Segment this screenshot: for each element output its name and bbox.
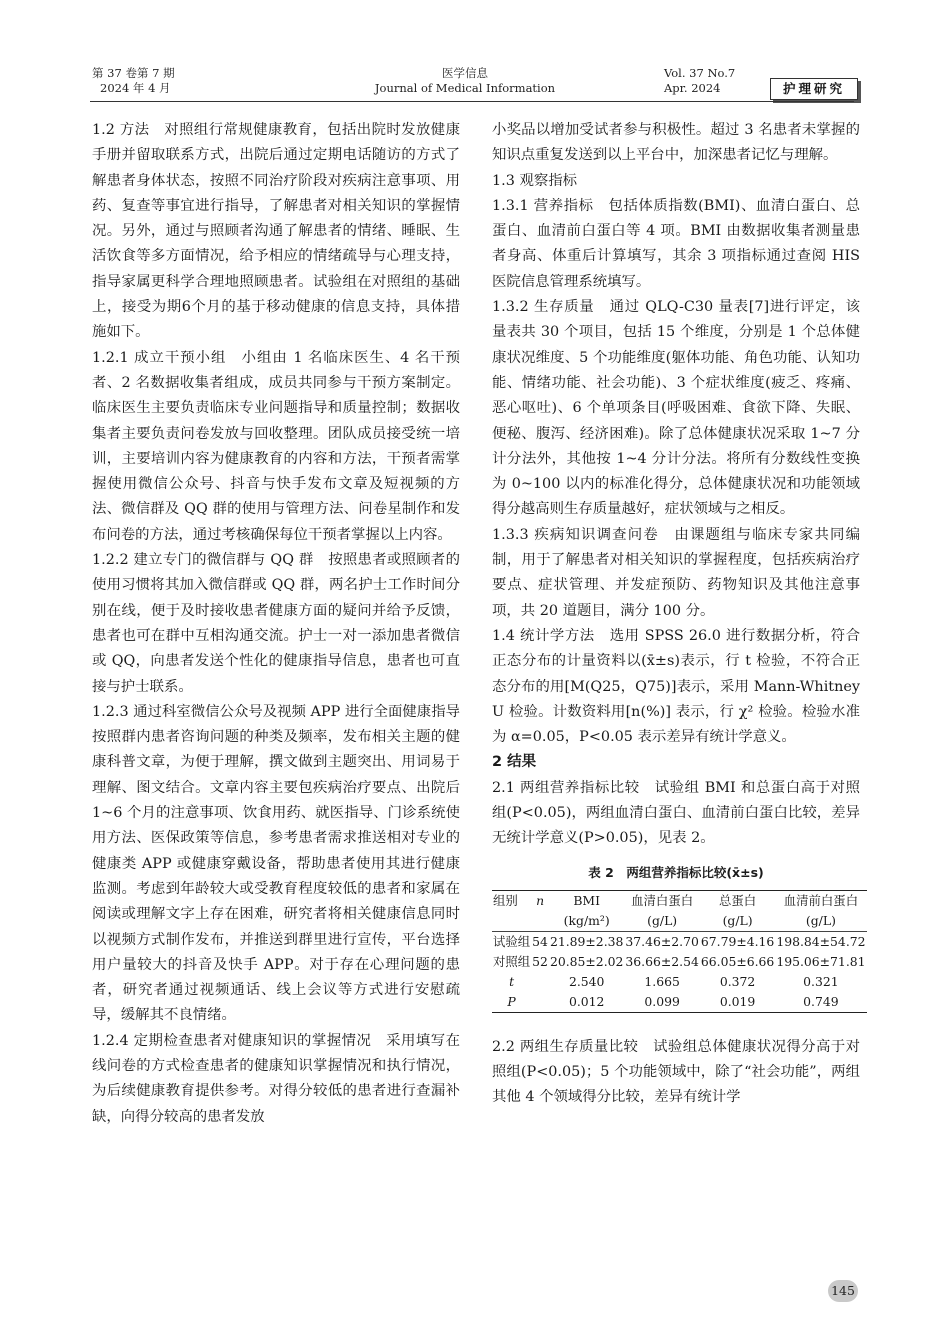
table-header-cell: 总蛋白 <box>719 892 757 908</box>
paragraph: 小奖品以增加受试者参与积极性。超过 3 名患者未掌握的知识点重复发送到以上平台中，加深患者记忆与理解。 <box>492 122 860 164</box>
journal-issue <box>92 66 175 96</box>
page-number: 145 <box>828 1280 858 1302</box>
table-unit-cell <box>531 911 549 932</box>
table-body <box>492 931 867 1012</box>
right-column <box>492 118 866 1111</box>
table-cell: 21.89±2.38 <box>549 933 624 949</box>
table-cell: 52 <box>532 953 548 969</box>
volume-issue-en: Vol. 37 No.7 <box>664 66 736 80</box>
issue-date-en: Apr. 2024 <box>664 81 721 95</box>
paragraph: 2.1 两组营养指标比较 试验组 BMI 和总蛋白高于对照组(P<0.05)，两组血清白蛋白、血清前白蛋白比较，差异无统计学意义(P>0.05)，见表 2。 <box>492 779 860 847</box>
table-cell: 0.099 <box>644 993 680 1009</box>
table-cell: 54 <box>532 933 548 949</box>
table-unit-cell: (g/L) <box>624 911 699 932</box>
left-column <box>92 118 475 1130</box>
table-cell: P <box>507 993 516 1009</box>
journal-name-en: Journal of Medical Information <box>374 81 556 95</box>
issue-date: 2024 年 4 月 <box>100 81 171 95</box>
table-header-cell: 血清前白蛋白 <box>783 892 859 908</box>
table-cell: 2.540 <box>568 973 605 989</box>
table-cell: 0.321 <box>803 973 839 989</box>
right-column-top <box>492 118 860 852</box>
section-heading: 2 结果 <box>492 754 537 771</box>
paragraph: 1.4 统计学方法 选用 SPSS 26.0 进行数据分析，符合正态分布的计量资料以(x̄±s)表示，行 t 检验，不符合正态分布的用[M(Q25，Q75)]表示，采用 Mann-Whitney U 检验。计数资料用[n(%)] 表示，行 χ² 检验。检验水准为 α=0.05，P<0.05 表示差异有统计学意义。 <box>492 627 860 746</box>
table-units-row <box>492 911 867 932</box>
table-unit-cell: (kg/m²) <box>549 911 624 932</box>
table-header-cell: 组别 <box>493 892 518 908</box>
table-unit-cell: (g/L) <box>700 911 775 932</box>
paragraph: 1.3.1 营养指标 包括体质指数(BMI)、血清白蛋白、总蛋白、血清前白蛋白等 4 项。BMI 由数据收集者测量患者身高、体重后计算填写，其余 3 项指标通过查阅 HIS 医院信息管理系统填写。 <box>492 197 860 290</box>
paragraph: 1.3 观察指标 <box>492 172 578 189</box>
table-cell: 0.019 <box>719 993 756 1009</box>
nutrition-table <box>492 890 867 1013</box>
table-cell <box>531 992 549 1013</box>
table-cell: 试验组 <box>493 933 531 949</box>
table-cell: 20.85±2.02 <box>549 953 624 969</box>
table-unit-cell: (g/L) <box>775 911 866 932</box>
journal-issue-en <box>664 66 735 96</box>
table-cell: 对照组 <box>493 953 531 969</box>
paragraph: 1.2.3 通过科室微信公众号及视频 APP 进行全面健康指导 按照群内患者咨询问题的种类及频率，发布相关主题的健康科普文章，为便于理解，撰文做到主题突出、用词易于理解、图文结合。文章内容主要包疾病治疗要点、出院后 1~6 个月的注意事项、饮食用药、就医指导、门诊系统使用方法、医保政策等信息，参考患者需求推送相对专业的健康类 APP 或健康穿戴设备，帮助患者使用其进行健康监测。考虑到年龄较大或受教育程度较低的患者和家属在阅读或理解文字上存在困难，研究者将相关健康信息同时以视频方式制作发布，并推送到群里进行宣传，平台选择用户量较大的抖音及快手 APP。对于存在心理问题的患者，研究者通过视频通话、线上会议等方式进行安慰疏导，缓解其不良情绪。 <box>92 703 475 1024</box>
paragraph: 1.2.4 定期检查患者对健康知识的掌握情况 采用填写在线问卷的方式检查患者的健康知识掌握情况和执行情况，为后续健康教育提供参考。对得分较低的患者进行查漏补缺，向得分较高的患者发放 <box>92 1032 460 1125</box>
table-cell: 37.46±2.70 <box>625 933 699 949</box>
paragraph: 1.2.1 成立干预小组 小组由 1 名临床医生、4 名干预者、2 名数据收集者组成，成员共同参与干预方案制定。临床医生主要负责临床专业问题指导和质量控制；数据收集者主要负责问卷发放与回收整理。团队成员接受统一培训，主要培训内容为健康教育的内容和方法，干预者需掌握使用微信公众号、抖音与快手发布文章及短视频的方法、微信群及 QQ 群的使用与管理方法、问卷星制作和发布问卷的方法，通过考核确保每位干预者掌握以上内容。 <box>92 349 460 543</box>
table-row <box>492 952 867 972</box>
table-header-cell: n <box>536 892 545 908</box>
table-cell: 195.06±71.81 <box>776 953 866 969</box>
table-cell: 0.372 <box>719 973 756 989</box>
journal-name <box>340 66 590 96</box>
table-cell: 198.84±54.72 <box>776 933 866 949</box>
paragraph: 1.2 方法 对照组行常规健康教育，包括出院时发放健康手册并留取联系方式，出院后通过定期电话随访的方式了解患者身体状态，按照不同治疗阶段对疾病注意事项、用药、复查等事宜进行指导，了解患者对相关知识的掌握情况。另外，通过与照顾者沟通了解患者的情绪、睡眠、生活饮食等多方面情况，给予相应的情绪疏导与心理支持，指导家属更科学合理地照顾患者。试验组在对照组的基础上，接受为期6个月的基于移动健康的信息支持，具体措施如下。 <box>92 122 460 341</box>
right-column-bottom <box>492 1035 860 1111</box>
table-header-cell: 血清白蛋白 <box>631 892 694 908</box>
table-unit-cell <box>492 911 531 932</box>
table-cell: 36.66±2.54 <box>625 953 699 969</box>
table-row <box>492 992 867 1013</box>
table-cell: t <box>509 973 515 989</box>
table-title: 表 2 两组营养指标比较(x̄±s) <box>588 864 764 880</box>
table-cell: 66.05±6.66 <box>700 953 775 969</box>
paragraph: 1.3.2 生存质量 通过 QLQ-C30 量表[7]进行评定，该量表共 30 个项目，包括 15 个维度，分别是 1 个总体健康状况维度、5 个功能维度(躯体功能、角色功能、认知功能、情绪功能、社会功能)、3 个症状维度(疲乏、疼痛、恶心呕吐)、6 个单项条目(呼吸困难、食欲下降、失眠、便秘、腹泻、经济困难)。除了总体健康状况采取 1~7 分计分法外，其他按 1~4 分计分法。将所有分数线性变换为 0~100 以内的标准化得分，总体健康状况和功能领域得分越高则生存质量越好，症状领域与之相反。 <box>492 299 860 518</box>
paragraph: 2.2 两组生存质量比较 试验组总体健康状况得分高于对照组(P<0.05)；5 个功能领域中，除了“社会功能”，两组其他 4 个领域得分比较，差异有统计学 <box>492 1038 860 1106</box>
table-row <box>492 931 867 952</box>
table-row <box>492 972 867 992</box>
journal-name-cn: 医学信息 <box>442 66 488 80</box>
volume-issue: 第 37 卷第 7 期 <box>92 66 175 80</box>
header-rule <box>90 101 854 102</box>
paragraph: 1.2.2 建立专门的微信群与 QQ 群 按照患者或照顾者的使用习惯将其加入微信群或 QQ 群，两名护士工作时间分别在线，便于及时接收患者健康方面的疑问并给予反馈，患者也可在群中互相沟通交流。护士一对一添加患者微信或 QQ，向患者发送个性化的健康指导信息，患者也可直接与护士联系。 <box>92 552 460 695</box>
paragraph: 1.3.3 疾病知识调查问卷 由课题组与临床专家共同编制，用于了解患者对相关知识的掌握程度，包括疾病治疗要点、症状管理、并发症预防、药物知识及其他注意事项，共 20 道题目，满分 100 分。 <box>492 526 860 619</box>
table-cell <box>531 972 549 992</box>
table-cell: 0.749 <box>803 993 839 1009</box>
table-cell: 1.665 <box>644 973 680 989</box>
table-header-row <box>492 890 867 911</box>
section-badge: 护理研究 <box>770 78 858 100</box>
table-header-cell: BMI <box>573 892 601 908</box>
table-cell: 0.012 <box>568 993 605 1009</box>
table-cell: 67.79±4.16 <box>700 933 775 949</box>
